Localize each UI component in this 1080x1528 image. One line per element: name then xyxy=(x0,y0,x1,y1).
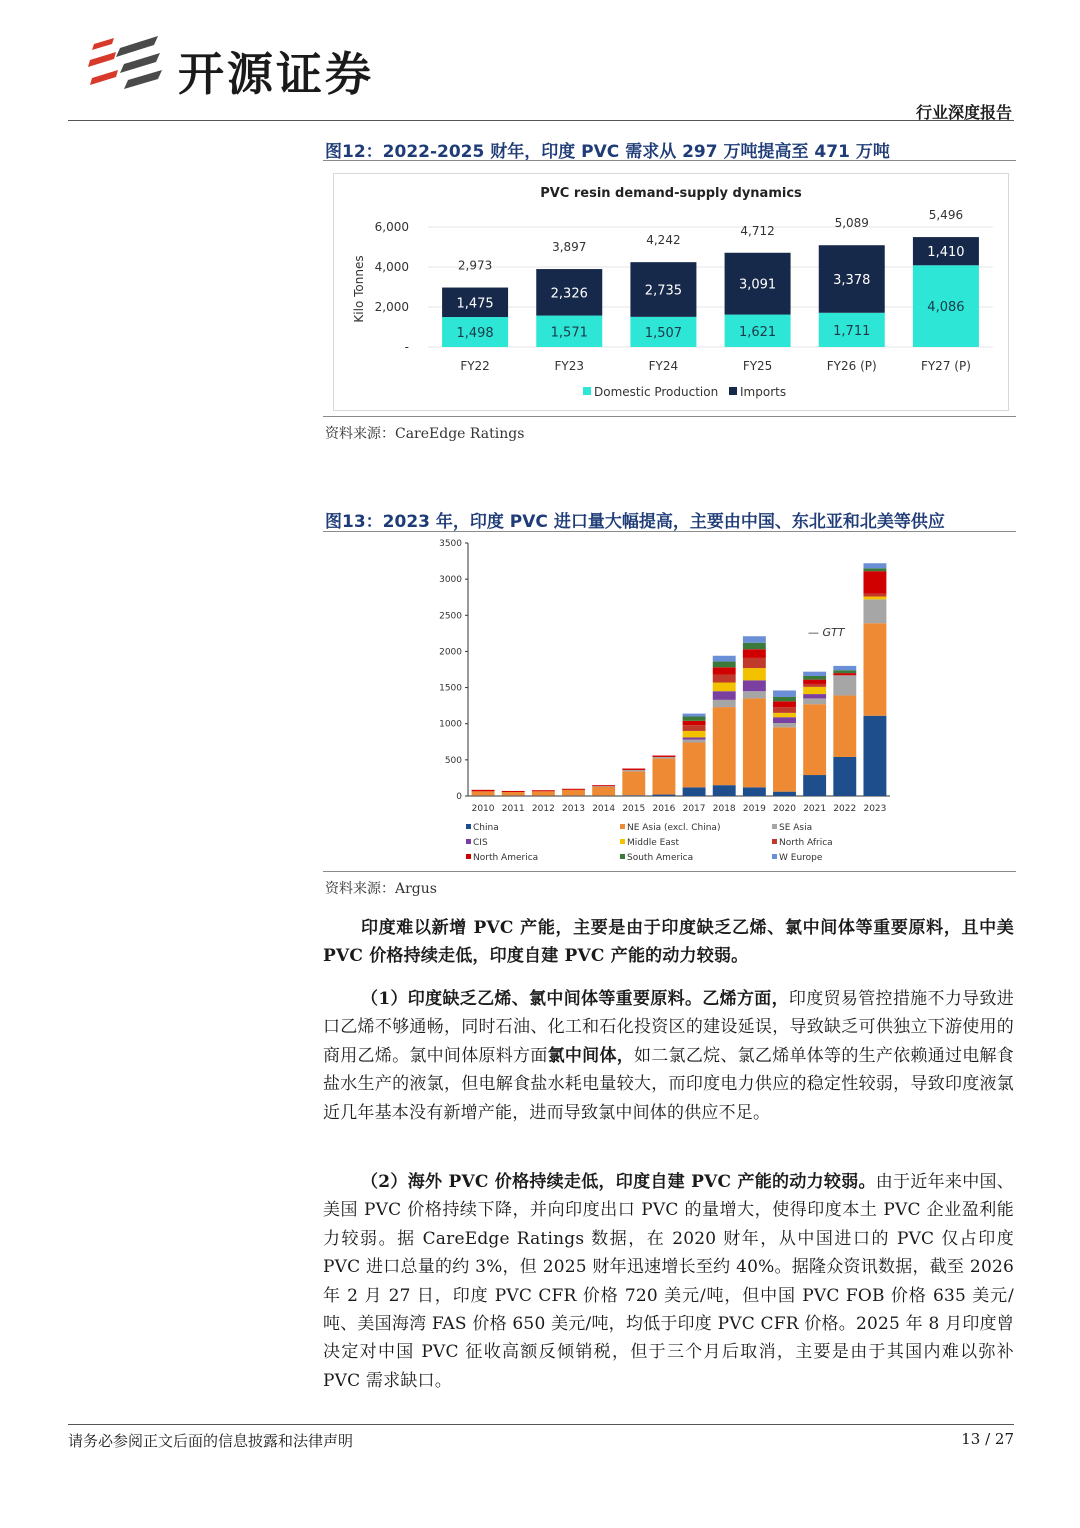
legend-label: CIS xyxy=(473,838,488,848)
bar-segment-middle-east xyxy=(863,596,886,599)
bar-segment-ne-asia-excl-china xyxy=(532,791,555,795)
x-tick-label: FY24 xyxy=(648,359,679,373)
legend-label: South America xyxy=(627,853,694,863)
bar-segment-north-america xyxy=(592,785,615,786)
bar-segment-se-asia xyxy=(713,700,736,707)
footer-divider xyxy=(68,1424,1014,1425)
bar-segment-se-asia xyxy=(863,599,886,623)
bar-segment-south-america xyxy=(863,568,886,571)
raw-materials-lead: （1）印度缺乏乙烯、氯中间体等重要原料。乙烯方面， xyxy=(361,989,789,1009)
bar-segment-middle-east xyxy=(743,668,766,680)
bar-segment-south-america xyxy=(803,676,826,680)
y-tick-label: 4,000 xyxy=(374,260,409,274)
legend-swatch xyxy=(466,824,471,829)
bar-segment-ne-asia-excl-china xyxy=(622,771,645,795)
bar-segment-ne-asia-excl-china xyxy=(773,727,796,791)
bar-segment-ne-asia-excl-china xyxy=(833,696,856,757)
bar-segment-south-america xyxy=(743,643,766,650)
brand-name: 开源证券 xyxy=(178,47,374,101)
bar-segment-china xyxy=(803,775,826,796)
legend-swatch xyxy=(620,854,625,859)
y-axis-label: Kilo Tonnes xyxy=(352,255,366,323)
x-tick-label: FY23 xyxy=(554,359,585,373)
bar-segment-north-africa xyxy=(683,725,706,731)
x-tick-label: 2018 xyxy=(712,804,736,814)
bar-segment-north-america xyxy=(773,701,796,707)
x-tick-label: 2012 xyxy=(531,804,555,814)
x-tick-label: 2015 xyxy=(622,804,646,814)
data-label-domestic: 1,507 xyxy=(644,325,683,341)
bar-segment-north-africa xyxy=(743,658,766,668)
bar-segment-middle-east xyxy=(803,687,826,694)
bar-segment-cis xyxy=(803,694,826,698)
bar-segment-se-asia xyxy=(622,770,645,771)
data-label-domestic: 4,086 xyxy=(927,300,965,316)
x-tick-label: FY26 (P) xyxy=(826,359,877,373)
data-label-total: 3,897 xyxy=(552,240,587,255)
legend-label: North Africa xyxy=(779,838,833,848)
bar-segment-ne-asia-excl-china xyxy=(562,790,585,796)
data-label-total: 5,089 xyxy=(834,216,869,231)
data-label-domestic: 1,711 xyxy=(833,323,871,339)
bar-segment-china xyxy=(713,785,736,796)
figure12-bottom-rule xyxy=(323,416,1016,417)
bar-segment-north-africa xyxy=(803,684,826,687)
bar-segment-w-europe xyxy=(773,690,796,697)
bar-segment-cis xyxy=(773,717,796,723)
bar-segment-north-america xyxy=(622,769,645,770)
figure12-title: 图12：2022-2025 财年，印度 PVC 需求从 297 万吨提高至 471 万吨 xyxy=(325,142,890,162)
bar-segment-ne-asia-excl-china xyxy=(502,792,525,796)
x-tick-label: 2016 xyxy=(652,804,676,814)
x-tick-label: 2014 xyxy=(592,804,616,814)
y-tick-label: 500 xyxy=(444,755,462,766)
bar-segment-north-america xyxy=(502,791,525,792)
legend-swatch xyxy=(620,824,625,829)
x-tick-label: 2010 xyxy=(471,804,495,814)
figure13-title: 图13：2023 年，印度 PVC 进口量大幅提高，主要由中国、东北亚和北美等供应 xyxy=(325,512,945,532)
figure13-title-rule xyxy=(323,531,1016,532)
data-label-total: 4,712 xyxy=(740,223,775,238)
bar-segment-china xyxy=(743,787,766,796)
bar-segment-china xyxy=(652,795,675,796)
header-divider xyxy=(68,120,1014,121)
bar-segment-north-america xyxy=(652,756,675,757)
bar-segment-ne-asia-excl-china xyxy=(713,707,736,785)
legend-label: China xyxy=(473,823,499,833)
data-label-domestic: 1,571 xyxy=(550,325,588,341)
x-tick-label: 2023 xyxy=(863,804,887,814)
bar-segment-north-africa xyxy=(713,675,736,683)
bar-segment-north-america xyxy=(532,790,555,791)
gtt-annotation: — GTT xyxy=(808,626,845,639)
legend-label: Middle East xyxy=(627,838,680,848)
x-tick-label: 2021 xyxy=(803,804,827,814)
data-label-imports: 3,091 xyxy=(738,277,777,293)
y-tick-label: - xyxy=(404,340,409,354)
figure12-chart xyxy=(333,173,1009,411)
bar-segment-w-europe xyxy=(863,563,886,568)
bar-segment-se-asia xyxy=(652,757,675,758)
figure13-source: 资料来源：Argus xyxy=(325,881,437,897)
y-tick-label: 6,000 xyxy=(374,220,409,234)
bar-segment-ne-asia-excl-china xyxy=(743,698,766,787)
legend-swatch-domestic xyxy=(583,387,591,395)
y-tick-label: 2500 xyxy=(439,611,462,622)
data-label-total: 2,973 xyxy=(457,258,493,273)
legend-label-domestic: Domestic Production xyxy=(594,385,719,399)
footer-disclaimer: 请务必参阅正文后面的信息披露和法律声明 xyxy=(68,1432,354,1450)
x-tick-label: FY25 xyxy=(742,359,773,373)
bar-segment-se-asia xyxy=(683,740,706,743)
bar-segment-se-asia xyxy=(803,698,826,704)
chart-legend xyxy=(583,385,786,399)
bar-segment-w-europe xyxy=(743,636,766,643)
legend-label: SE Asia xyxy=(779,823,813,833)
data-label-imports: 2,326 xyxy=(550,286,588,302)
page-number: 13 / 27 xyxy=(961,1430,1014,1448)
bar-segment-north-america xyxy=(472,790,495,791)
bar-segment-north-america xyxy=(743,649,766,658)
x-tick-label: 2022 xyxy=(833,804,857,814)
bar-segment-middle-east xyxy=(683,731,706,738)
data-label-total: 5,496 xyxy=(928,208,964,223)
bar-segment-ne-asia-excl-china xyxy=(652,758,675,794)
legend-swatch xyxy=(772,839,777,844)
data-label-imports: 1,410 xyxy=(927,245,965,261)
x-tick-label: 2017 xyxy=(682,804,706,814)
y-tick-label: 3500 xyxy=(439,539,462,549)
legend-swatch xyxy=(772,854,777,859)
bar-segment-south-america xyxy=(713,662,736,668)
x-tick-label: FY27 (P) xyxy=(920,359,971,373)
overseas-price-lead: （2）海外 PVC 价格持续走低，印度自建 PVC 产能的动力较弱。 xyxy=(361,1172,876,1192)
bar-segment-ne-asia-excl-china xyxy=(472,791,495,795)
bar-segment-china xyxy=(773,792,796,796)
legend-swatch xyxy=(772,824,777,829)
bar-segment-north-america xyxy=(683,721,706,725)
figure12-title-rule xyxy=(323,160,1016,161)
figure13-bottom-rule xyxy=(323,871,1016,872)
bar-segment-south-america xyxy=(773,697,796,701)
y-tick-label: 2000 xyxy=(439,647,462,658)
x-tick-label: 2013 xyxy=(562,804,585,814)
bar-segment-china xyxy=(683,787,706,796)
bar-segment-se-asia xyxy=(592,786,615,787)
data-label-domestic: 1,621 xyxy=(738,324,777,340)
data-label-imports: 1,475 xyxy=(456,296,494,312)
bar-segment-se-asia xyxy=(743,691,766,698)
bar-segment-north-america xyxy=(803,680,826,684)
legend-label-imports: Imports xyxy=(740,385,787,399)
bar-segment-w-europe xyxy=(803,672,826,676)
paragraph-raw-materials xyxy=(323,985,1014,1127)
legend-swatch-imports xyxy=(729,387,737,395)
y-tick-label: 0 xyxy=(456,792,462,802)
bar-segment-middle-east xyxy=(773,713,796,717)
y-tick-label: 2,000 xyxy=(374,300,409,314)
data-label-imports: 3,378 xyxy=(833,273,871,288)
paragraph-overseas-price xyxy=(323,1168,1014,1395)
bar-segment-se-asia xyxy=(773,723,796,727)
bar-segment-china xyxy=(863,716,886,796)
bar-segment-ne-asia-excl-china xyxy=(803,704,826,775)
bar-segment-w-europe xyxy=(713,656,736,662)
bar-segment-cis xyxy=(713,691,736,700)
raw-materials-bold-2: 氯中间体， xyxy=(547,1045,634,1066)
legend-label: North America xyxy=(473,853,539,863)
legend-swatch xyxy=(466,854,471,859)
legend-label: NE Asia (excl. China) xyxy=(627,823,721,833)
x-tick-label: 2019 xyxy=(742,804,766,814)
bar-segment-w-europe xyxy=(683,714,706,717)
x-tick-label: 2020 xyxy=(773,804,796,814)
summary-text: 印度难以新增 PVC 产能，主要是由于印度缺乏乙烯、氯中间体等重要原料，且中美 PVC 价格持续走低，印度自建 PVC 产能的动力较弱。 xyxy=(323,918,1014,967)
x-tick-label: FY22 xyxy=(460,359,490,373)
figure13-chart xyxy=(430,534,910,870)
data-label-imports: 2,735 xyxy=(644,283,683,299)
x-tick-label: 2011 xyxy=(501,804,525,814)
bar-segment-north-america xyxy=(863,571,886,593)
bar-segment-north-america xyxy=(833,673,856,675)
overseas-price-text: 由于近年来中国、美国 PVC 价格持续下降，并向印度出口 PVC 的量增大，使得印度本土 PVC 企业盈利能力较弱。据 CareEdge Ratings 数据，在 2020 财年，从中国进口的 PVC 仅占印度 PVC 进口总量的约 3%，但 2025 财年迅速增长至约 40%。据隆众资讯数据，截至 2026 年 2 月 27 日，印度 PVC CFR 价格 720 美元/吨，但中国 PVC FOB 价格 635 美元/吨、美国海湾 FAS 价格 650 美元/吨，均低于印度 PVC CFR 价格。2025 年 8 月印度曾决定对中国 PVC 征收高额反倾销税，但于三个月后取消，主要是由于其国内难以弥补 PVC 需求缺口。 xyxy=(323,1172,1014,1391)
bar-segment-south-america xyxy=(683,716,706,720)
bar-segment-cis xyxy=(683,737,706,739)
bar-segment-south-america xyxy=(833,670,856,673)
bar-segment-north-africa xyxy=(863,594,886,597)
bar-segment-north-america xyxy=(713,667,736,674)
summary-paragraph xyxy=(323,914,1014,971)
data-label-domestic: 1,498 xyxy=(456,326,494,342)
data-label-total: 4,242 xyxy=(646,233,681,248)
bar-segment-cis xyxy=(743,680,766,691)
bar-segment-se-asia xyxy=(833,675,856,695)
legend-swatch xyxy=(466,839,471,844)
legend-swatch xyxy=(620,839,625,844)
y-tick-label: 1000 xyxy=(439,719,462,730)
bar-segment-china xyxy=(622,795,645,796)
chart-title: PVC resin demand-supply dynamics xyxy=(540,186,802,201)
bar-segment-middle-east xyxy=(713,683,736,692)
bar-segment-ne-asia-excl-china xyxy=(592,787,615,796)
legend-label: W Europe xyxy=(779,853,823,863)
bar-segment-w-europe xyxy=(833,666,856,670)
raw-materials-text-a: 印度贸易管控措施不力导致进口乙烯不够通畅，同时石油、化工和石化投资区的建设延误，导致缺乏可供独立下游使用的商用乙烯。氯中间体原料方面 xyxy=(323,989,1015,1066)
bar-segment-china xyxy=(833,757,856,796)
bar-segment-ne-asia-excl-china xyxy=(863,623,886,716)
brand-logo-icon xyxy=(88,34,164,96)
bar-segment-north-america xyxy=(562,789,585,790)
y-tick-label: 1500 xyxy=(439,683,462,694)
report-type: 行业深度报告 xyxy=(915,103,1012,122)
y-tick-label: 3000 xyxy=(439,575,462,586)
bar-segment-ne-asia-excl-china xyxy=(683,743,706,788)
raw-materials-text-b: 如二氯乙烷、氯乙烯单体等的生产依赖通过电解食盐水生产的液氯，但电解食盐水耗电量较大，而印度电力供应的稳定性较弱，导致印度液氯近几年基本没有新增产能，进而导致氯中间体的供应不足。 xyxy=(323,1045,1015,1123)
bar-segment-north-africa xyxy=(773,707,796,713)
figure12-source: 资料来源：CareEdge Ratings xyxy=(325,426,525,442)
